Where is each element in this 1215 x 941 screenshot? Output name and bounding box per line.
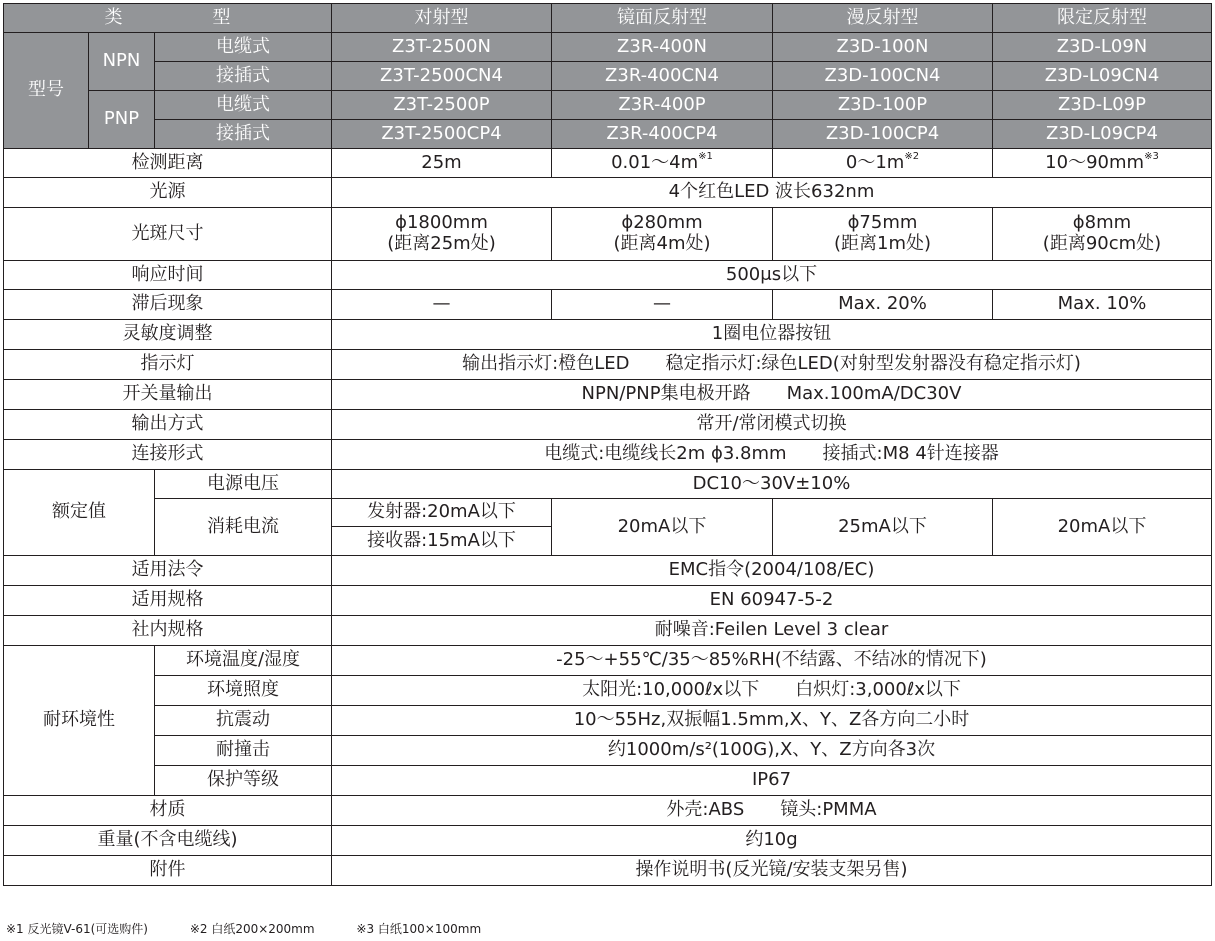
internal-standard-label: 社内规格: [4, 616, 332, 646]
connection-value: [332, 440, 1212, 470]
sensitivity-value: 1圈电位器按钮: [332, 320, 1212, 350]
env-vibration-row: [4, 706, 1212, 736]
standard-value: EN 60947-5-2: [332, 586, 1212, 616]
material-case-text: 外壳:ABS: [666, 799, 745, 821]
indicator-label: 指示灯: [4, 350, 332, 380]
spot-size-diameter: ϕ1800mm: [395, 212, 488, 234]
spot-size-diameter: ϕ8mm: [1072, 212, 1132, 234]
env-temp-row: [4, 646, 1212, 676]
model-value: Z3D-100CN4: [773, 62, 993, 91]
output-mode-value: 常开/常闭模式切换: [332, 410, 1212, 440]
model-row-npn-connector: [4, 62, 1212, 91]
detect-distance-value: [993, 149, 1212, 178]
law-row: [4, 556, 1212, 586]
env-shock-label: 耐撞击: [155, 736, 332, 766]
model-value: Z3D-100N: [773, 33, 993, 62]
model-value: Z3R-400P: [552, 91, 773, 120]
spot-size-value: [332, 208, 552, 261]
material-row: [4, 796, 1212, 826]
cable-label: 电缆式: [155, 91, 332, 120]
output-indicator-text: 输出指示灯:橙色LED: [462, 353, 630, 375]
model-row-pnp-connector: [4, 120, 1212, 149]
light-source-value: 4个红色LED 波长632nm: [332, 178, 1212, 208]
spot-size-diameter: ϕ280mm: [621, 212, 703, 234]
standard-label: 适用规格: [4, 586, 332, 616]
spot-size-row: [4, 208, 1212, 261]
hysteresis-row: [4, 290, 1212, 320]
model-label: 型号: [4, 33, 89, 149]
footnote-mark: ※2: [904, 150, 920, 162]
response-time-value: 500μs以下: [332, 261, 1212, 290]
law-label: 适用法令: [4, 556, 332, 586]
model-value: Z3D-L09N: [993, 33, 1212, 62]
header-column-3: 漫反射型: [773, 4, 993, 33]
connection-connector-text: 接插式:M8 4针连接器: [822, 443, 999, 465]
detect-value-text: 10～90mm: [1045, 151, 1145, 173]
connector-label: 接插式: [155, 62, 332, 91]
illum-sunlight-text: 太阳光:10,000ℓx以下: [582, 679, 760, 701]
detect-value-text: 0.01～4m: [611, 151, 699, 173]
current-value: 25mA以下: [773, 499, 993, 556]
weight-value: 约10g: [332, 826, 1212, 856]
env-vibration-value: 10～55Hz,双振幅1.5mm,X、Y、Z各方向二小时: [332, 706, 1212, 736]
env-ip-value: IP67: [332, 766, 1212, 796]
current-label: 消耗电流: [155, 499, 332, 556]
switch-output-row: [4, 380, 1212, 410]
footnote-2: ※2 白纸200×200mm: [189, 922, 315, 936]
footnote-3: ※3 白纸100×100mm: [356, 922, 482, 936]
pnp-label: PNP: [89, 91, 155, 149]
env-temp-label: 环境温度/湿度: [155, 646, 332, 676]
spot-size-distance: (距离4m处): [613, 233, 711, 254]
rated-voltage-row: [4, 470, 1212, 499]
model-value: Z3R-400N: [552, 33, 773, 62]
response-time-row: [4, 261, 1212, 290]
model-value: Z3T-2500CN4: [332, 62, 552, 91]
model-value: Z3D-100P: [773, 91, 993, 120]
model-value: Z3T-2500P: [332, 91, 552, 120]
response-time-label: 响应时间: [4, 261, 332, 290]
spot-size-distance: (距离90cm处): [1042, 233, 1162, 254]
header-row: [4, 4, 1212, 33]
hysteresis-label: 滞后现象: [4, 290, 332, 320]
connector-label: 接插式: [155, 120, 332, 149]
spot-size-label: 光斑尺寸: [4, 208, 332, 261]
spot-size-distance: (距离1m处): [833, 233, 932, 254]
model-value: Z3T-2500CP4: [332, 120, 552, 149]
voltage-label: 电源电压: [155, 470, 332, 499]
internal-standard-row: [4, 616, 1212, 646]
accessory-row: [4, 856, 1212, 886]
output-mode-label: 输出方式: [4, 410, 332, 440]
header-column-1: 对射型: [332, 4, 552, 33]
sensitivity-label: 灵敏度调整: [4, 320, 332, 350]
light-source-label: 光源: [4, 178, 332, 208]
stable-indicator-text: 稳定指示灯:绿色LED(对射型发射器没有稳定指示灯): [665, 353, 1081, 375]
type-header-char-2: 型: [212, 6, 231, 28]
model-value: Z3D-L09CN4: [993, 62, 1212, 91]
model-value: Z3D-L09CP4: [993, 120, 1212, 149]
npn-label: NPN: [89, 33, 155, 91]
current-value: 20mA以下: [552, 499, 773, 556]
env-shock-value: 约1000m/s²(100G),X、Y、Z方向各3次: [332, 736, 1212, 766]
footnote-mark: ※1: [698, 150, 713, 162]
output-mode-row: [4, 410, 1212, 440]
rated-current-row: [4, 499, 1212, 527]
detect-value-text: 0～1m: [845, 151, 905, 173]
env-label: 耐环境性: [4, 646, 155, 796]
voltage-value: DC10～30V±10%: [332, 470, 1212, 499]
hysteresis-value: —: [332, 290, 552, 320]
material-lens-text: 镜头:PMMA: [780, 799, 877, 821]
current-receiver: 接收器:15mA以下: [332, 527, 552, 556]
weight-label: 重量(不含电缆线): [4, 826, 332, 856]
spec-table: [3, 3, 1212, 886]
type-header-char-1: 类: [104, 6, 123, 28]
weight-row: [4, 826, 1212, 856]
cable-label: 电缆式: [155, 33, 332, 62]
illum-incandescent-text: 白炽灯:3,000ℓx以下: [795, 679, 961, 701]
model-value: Z3D-L09P: [993, 91, 1212, 120]
hysteresis-value: Max. 20%: [773, 290, 993, 320]
accessory-value: 操作说明书(反光镜/安装支架另售): [332, 856, 1212, 886]
connection-cable-text: 电缆式:电缆线长2m ϕ3.8mm: [544, 443, 787, 465]
material-label: 材质: [4, 796, 332, 826]
header-column-4: 限定反射型: [993, 4, 1212, 33]
light-source-row: [4, 178, 1212, 208]
footnote-1: ※1 反光镜V-61(可选购件): [6, 922, 148, 936]
spot-size-value: [993, 208, 1212, 261]
indicator-row: [4, 350, 1212, 380]
spot-size-distance: (距离25m处): [387, 233, 496, 254]
detect-distance-row: [4, 149, 1212, 178]
model-row-npn-cable: [4, 33, 1212, 62]
footnote-mark: ※3: [1144, 150, 1159, 162]
rated-label: 额定值: [4, 470, 155, 556]
env-ip-label: 保护等级: [155, 766, 332, 796]
detect-distance-value: [773, 149, 993, 178]
detect-distance-value: [552, 149, 773, 178]
switch-output-label: 开关量输出: [4, 380, 332, 410]
spot-size-value: [773, 208, 993, 261]
internal-standard-value: 耐噪音:Feilen Level 3 clear: [332, 616, 1212, 646]
spot-size-diameter: ϕ75mm: [847, 212, 918, 234]
standard-row: [4, 586, 1212, 616]
env-illum-label: 环境照度: [155, 676, 332, 706]
model-value: Z3T-2500N: [332, 33, 552, 62]
hysteresis-value: Max. 10%: [993, 290, 1212, 320]
env-illum-value: [332, 676, 1212, 706]
material-value: [332, 796, 1212, 826]
accessory-label: 附件: [4, 856, 332, 886]
switch-output-value: [332, 380, 1212, 410]
model-value: Z3D-100CP4: [773, 120, 993, 149]
env-temp-value: -25～+55℃/35～85%RH(不结露、不结冰的情况下): [332, 646, 1212, 676]
header-column-2: 镜面反射型: [552, 4, 773, 33]
sensitivity-row: [4, 320, 1212, 350]
law-value: EMC指令(2004/108/EC): [332, 556, 1212, 586]
current-value: 20mA以下: [993, 499, 1212, 556]
switch-output-rating: Max.100mA/DC30V: [786, 383, 962, 405]
connection-label: 连接形式: [4, 440, 332, 470]
indicator-value: [332, 350, 1212, 380]
model-value: Z3R-400CN4: [552, 62, 773, 91]
switch-output-type: NPN/PNP集电极开路: [581, 383, 751, 405]
detect-distance-label: 检测距离: [4, 149, 332, 178]
connection-row: [4, 440, 1212, 470]
footnotes: [6, 920, 519, 937]
env-shock-row: [4, 736, 1212, 766]
spot-size-value: [552, 208, 773, 261]
detect-distance-value: 25m: [332, 149, 552, 178]
current-emitter: 发射器:20mA以下: [332, 499, 552, 527]
model-row-pnp-cable: [4, 91, 1212, 120]
type-header-cell: [4, 4, 332, 33]
model-value: Z3R-400CP4: [552, 120, 773, 149]
hysteresis-value: —: [552, 290, 773, 320]
env-ip-row: [4, 766, 1212, 796]
env-illum-row: [4, 676, 1212, 706]
env-vibration-label: 抗震动: [155, 706, 332, 736]
